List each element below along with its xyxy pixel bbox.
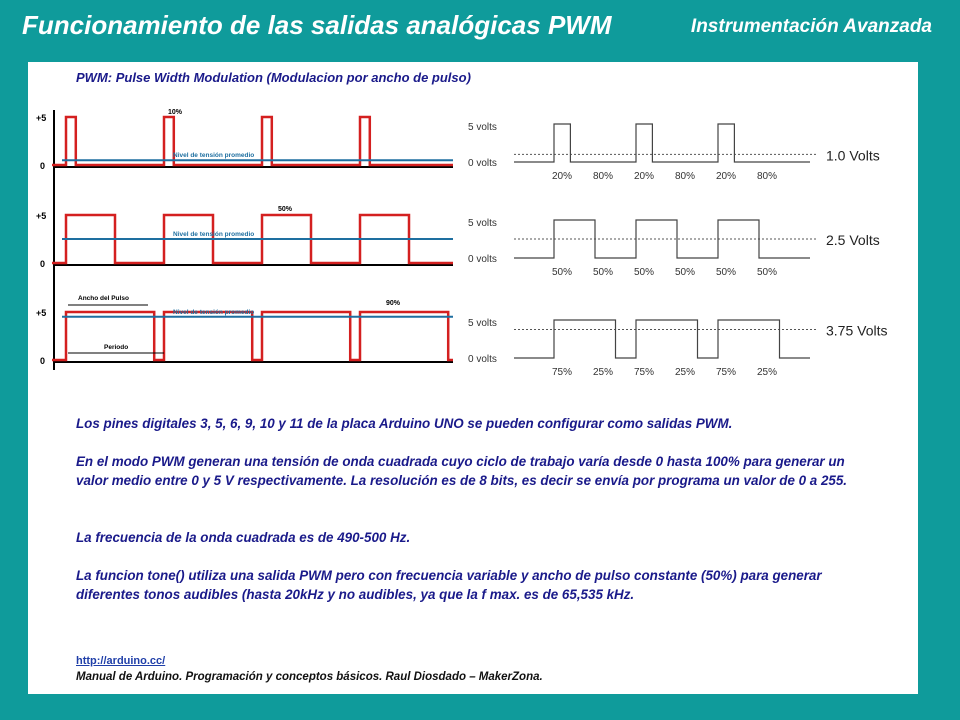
pulse-width-label: Ancho del Pulso (78, 295, 129, 302)
duty-percent-label: 75% (716, 367, 737, 378)
pwm-left-diagram (36, 109, 453, 370)
zero-volts-label: 0 volts (468, 158, 497, 169)
average-label: Nivel de tensión promedio (173, 231, 255, 238)
period-label: Periodo (104, 344, 129, 351)
average-volts-label: 2.5 Volts (826, 232, 880, 248)
y-label-plus5: +5 (36, 308, 47, 318)
duty-percent-label: 75% (552, 367, 573, 378)
duty-percent-label: 50% (675, 267, 696, 278)
duty-percent-label: 20% (634, 171, 655, 182)
paragraph-frequency: La frecuencia de la onda cuadrada es de 490-500 Hz. (76, 530, 411, 545)
y-label-zero: 0 (40, 259, 46, 269)
five-volts-label: 5 volts (468, 218, 497, 229)
duty-percent-label: 50% (634, 267, 655, 278)
duty-percent-label: 80% (757, 171, 778, 182)
duty-label: 90% (386, 300, 401, 307)
duty-percent-label: 50% (593, 267, 614, 278)
duty-percent-label: 80% (675, 171, 696, 182)
square-waveform (514, 320, 810, 358)
duty-percent-label: 20% (716, 171, 737, 182)
section-heading: PWM: Pulse Width Modulation (Modulacion por ancho de pulso) (76, 70, 471, 85)
pwm-figure (28, 102, 918, 402)
reference-text: Manual de Arduino. Programación y conceptos básicos. Raul Diosdado – MakerZona. (76, 671, 543, 683)
five-volts-label: 5 volts (468, 122, 497, 133)
content-panel (28, 62, 918, 694)
zero-volts-label: 0 volts (468, 254, 497, 265)
five-volts-label: 5 volts (468, 318, 497, 329)
average-volts-label: 1.0 Volts (826, 147, 880, 164)
duty-percent-label: 25% (757, 367, 778, 378)
duty-label: 50% (278, 206, 293, 213)
paragraph-pins: Los pines digitales 3, 5, 6, 9, 10 y 11 de la placa Arduino UNO se pueden configurar como salidas PWM. (76, 416, 733, 431)
duty-percent-label: 80% (593, 171, 614, 182)
y-label-plus5: +5 (36, 113, 47, 123)
duty-percent-label: 20% (552, 171, 573, 182)
zero-volts-label: 0 volts (468, 354, 497, 365)
y-label-zero: 0 (40, 356, 46, 366)
duty-percent-label: 50% (757, 267, 778, 278)
duty-percent-label: 50% (552, 267, 573, 278)
duty-percent-label: 50% (716, 267, 737, 278)
average-volts-label: 3.75 Volts (826, 322, 888, 339)
arduino-link[interactable]: http://arduino.cc/ (76, 655, 166, 667)
y-label-plus5: +5 (36, 211, 47, 221)
y-label-zero: 0 (40, 161, 46, 171)
paragraph-tone: La funcion tone() utiliza una salida PWM pero con frecuencia variable y ancho de pulso constante (50%) para generar diferentes tonos audibles (hasta 20kHz y no audibles, ya que la f max. es de 65,535 kHz. (76, 568, 822, 602)
square-waveform (514, 124, 810, 162)
duty-percent-label: 25% (593, 367, 614, 378)
paragraph-pwm-mode: En el modo PWM generan una tensión de onda cuadrada cuyo ciclo de trabajo varía desde 0 hasta 100% para generar un valor medio entre 0 y 5 V respectivamente. La resolución es de 8 bits, es decir se envía por programa un valor de 0 a 255. (76, 454, 848, 488)
average-label: Nivel de tensión promedio (173, 308, 255, 316)
duty-label: 10% (168, 109, 183, 116)
average-label: Nivel de tensión promedio (173, 152, 255, 160)
page-subtitle: Instrumentación Avanzada (690, 16, 932, 37)
duty-percent-label: 25% (675, 367, 696, 378)
duty-percent-label: 75% (634, 367, 655, 378)
pwm-right-diagram (468, 122, 888, 378)
page-title: Funcionamiento de las salidas analógicas PWM (22, 10, 612, 40)
